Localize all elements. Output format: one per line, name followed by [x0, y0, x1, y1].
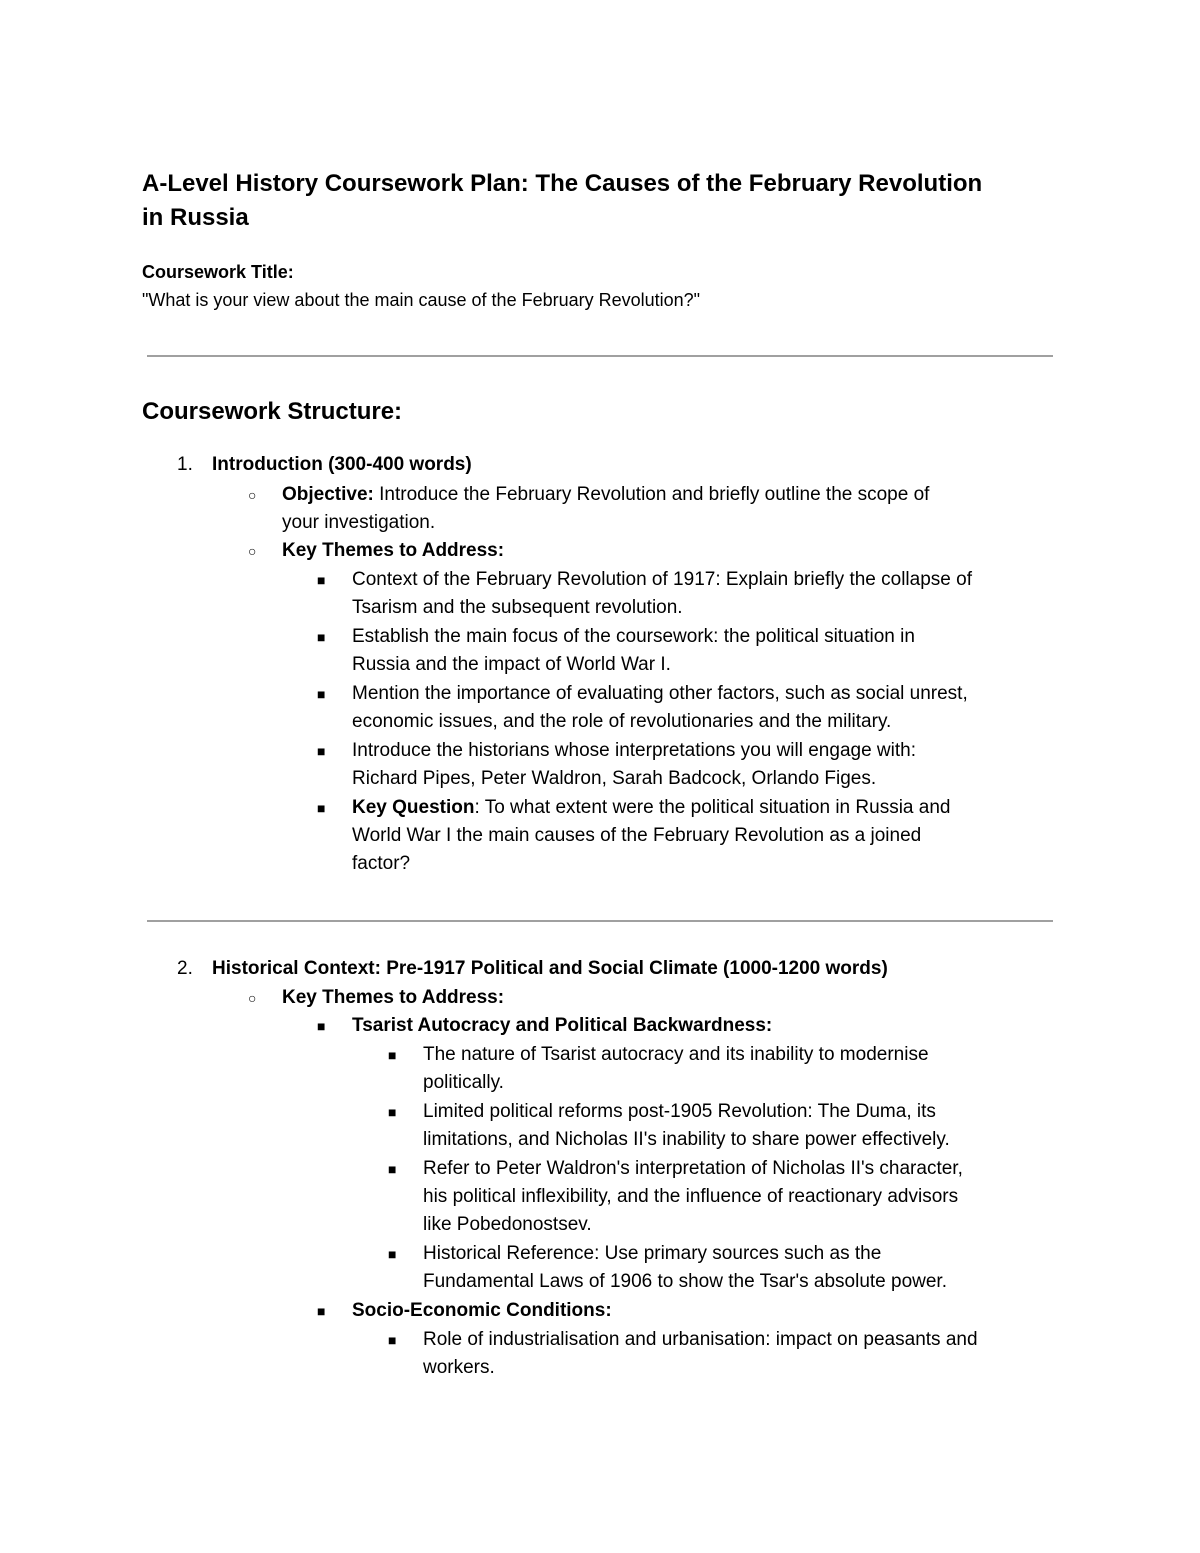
themes-label: Key Themes to Address: — [282, 540, 505, 561]
square-bullet-icon: ■ — [388, 1332, 397, 1348]
key-question-cont: factor? — [352, 853, 411, 874]
circle-bullet-icon: ○ — [248, 543, 257, 559]
square-bullet-icon: ■ — [317, 572, 326, 588]
list-item: The nature of Tsarist autocracy and its inability to modernise — [423, 1044, 929, 1065]
objective-label: Objective: — [282, 484, 374, 505]
key-question-line — [352, 794, 950, 822]
square-bullet-icon: ■ — [317, 629, 326, 645]
list-item: Context of the February Revolution of 1917: Explain briefly the collapse of — [352, 569, 972, 590]
square-bullet-icon: ■ — [388, 1246, 397, 1262]
list-item-cont: Tsarism and the subsequent revolution. — [352, 597, 683, 618]
list-item: Introduce the historians whose interpretations you will engage with: — [352, 740, 916, 761]
themes-label: Key Themes to Address: — [282, 987, 505, 1008]
square-bullet-icon: ■ — [388, 1047, 397, 1063]
list-item-cont: Richard Pipes, Peter Waldron, Sarah Badcock, Orlando Figes. — [352, 768, 877, 789]
list-item-cont: his political inflexibility, and the influence of reactionary advisors — [423, 1186, 959, 1207]
list-item-cont: Russia and the impact of World War I. — [352, 654, 671, 675]
objective-line — [282, 481, 929, 509]
section-heading: Introduction (300-400 words) — [212, 454, 472, 475]
key-question-text: : To what extent were the political situation in Russia and — [474, 797, 951, 818]
subsection-heading: Tsarist Autocracy and Political Backwardness: — [352, 1015, 773, 1036]
subsection-heading: Socio-Economic Conditions: — [352, 1300, 612, 1321]
list-item: Mention the importance of evaluating other factors, such as social unrest, — [352, 683, 968, 704]
list-item-cont: limitations, and Nicholas II's inability to share power effectively. — [423, 1129, 950, 1150]
list-item: Role of industrialisation and urbanisation: impact on peasants and — [423, 1329, 978, 1350]
square-bullet-icon: ■ — [317, 1303, 326, 1319]
list-item-cont: like Pobedonostsev. — [423, 1214, 592, 1235]
square-bullet-icon: ■ — [317, 743, 326, 759]
document-title-line-1: A-Level History Coursework Plan: The Causes of the February Revolution — [142, 170, 983, 197]
square-bullet-icon: ■ — [317, 1018, 326, 1034]
divider — [147, 920, 1053, 922]
circle-bullet-icon: ○ — [248, 990, 257, 1006]
key-question-label: Key Question — [352, 797, 475, 818]
list-item-cont: politically. — [423, 1072, 504, 1093]
list-item-cont: Fundamental Laws of 1906 to show the Tsar's absolute power. — [423, 1271, 947, 1292]
list-item: Establish the main focus of the coursework: the political situation in — [352, 626, 915, 647]
list-item: Historical Reference: Use primary sources such as the — [423, 1243, 882, 1264]
square-bullet-icon: ■ — [388, 1104, 397, 1120]
circle-bullet-icon: ○ — [248, 487, 257, 503]
coursework-question: "What is your view about the main cause of the February Revolution?" — [142, 290, 701, 310]
square-bullet-icon: ■ — [388, 1161, 397, 1177]
section-number: 1. — [177, 454, 193, 475]
square-bullet-icon: ■ — [317, 800, 326, 816]
divider — [147, 355, 1053, 357]
objective-text: Introduce the February Revolution and briefly outline the scope of — [373, 484, 930, 505]
structure-heading: Coursework Structure: — [142, 398, 403, 425]
list-item: Refer to Peter Waldron's interpretation of Nicholas II's character, — [423, 1158, 963, 1179]
section-number: 2. — [177, 958, 193, 979]
section-heading: Historical Context: Pre-1917 Political and Social Climate (1000-1200 words) — [212, 958, 888, 979]
square-bullet-icon: ■ — [317, 686, 326, 702]
list-item: Limited political reforms post-1905 Revolution: The Duma, its — [423, 1101, 936, 1122]
list-item-cont: workers. — [423, 1357, 495, 1378]
key-question-cont: World War I the main causes of the February Revolution as a joined — [352, 825, 922, 846]
document-title-line-2: in Russia — [142, 204, 249, 231]
coursework-title-label: Coursework Title: — [142, 262, 294, 282]
objective-text-cont: your investigation. — [282, 512, 436, 533]
list-item-cont: economic issues, and the role of revolutionaries and the military. — [352, 711, 892, 732]
